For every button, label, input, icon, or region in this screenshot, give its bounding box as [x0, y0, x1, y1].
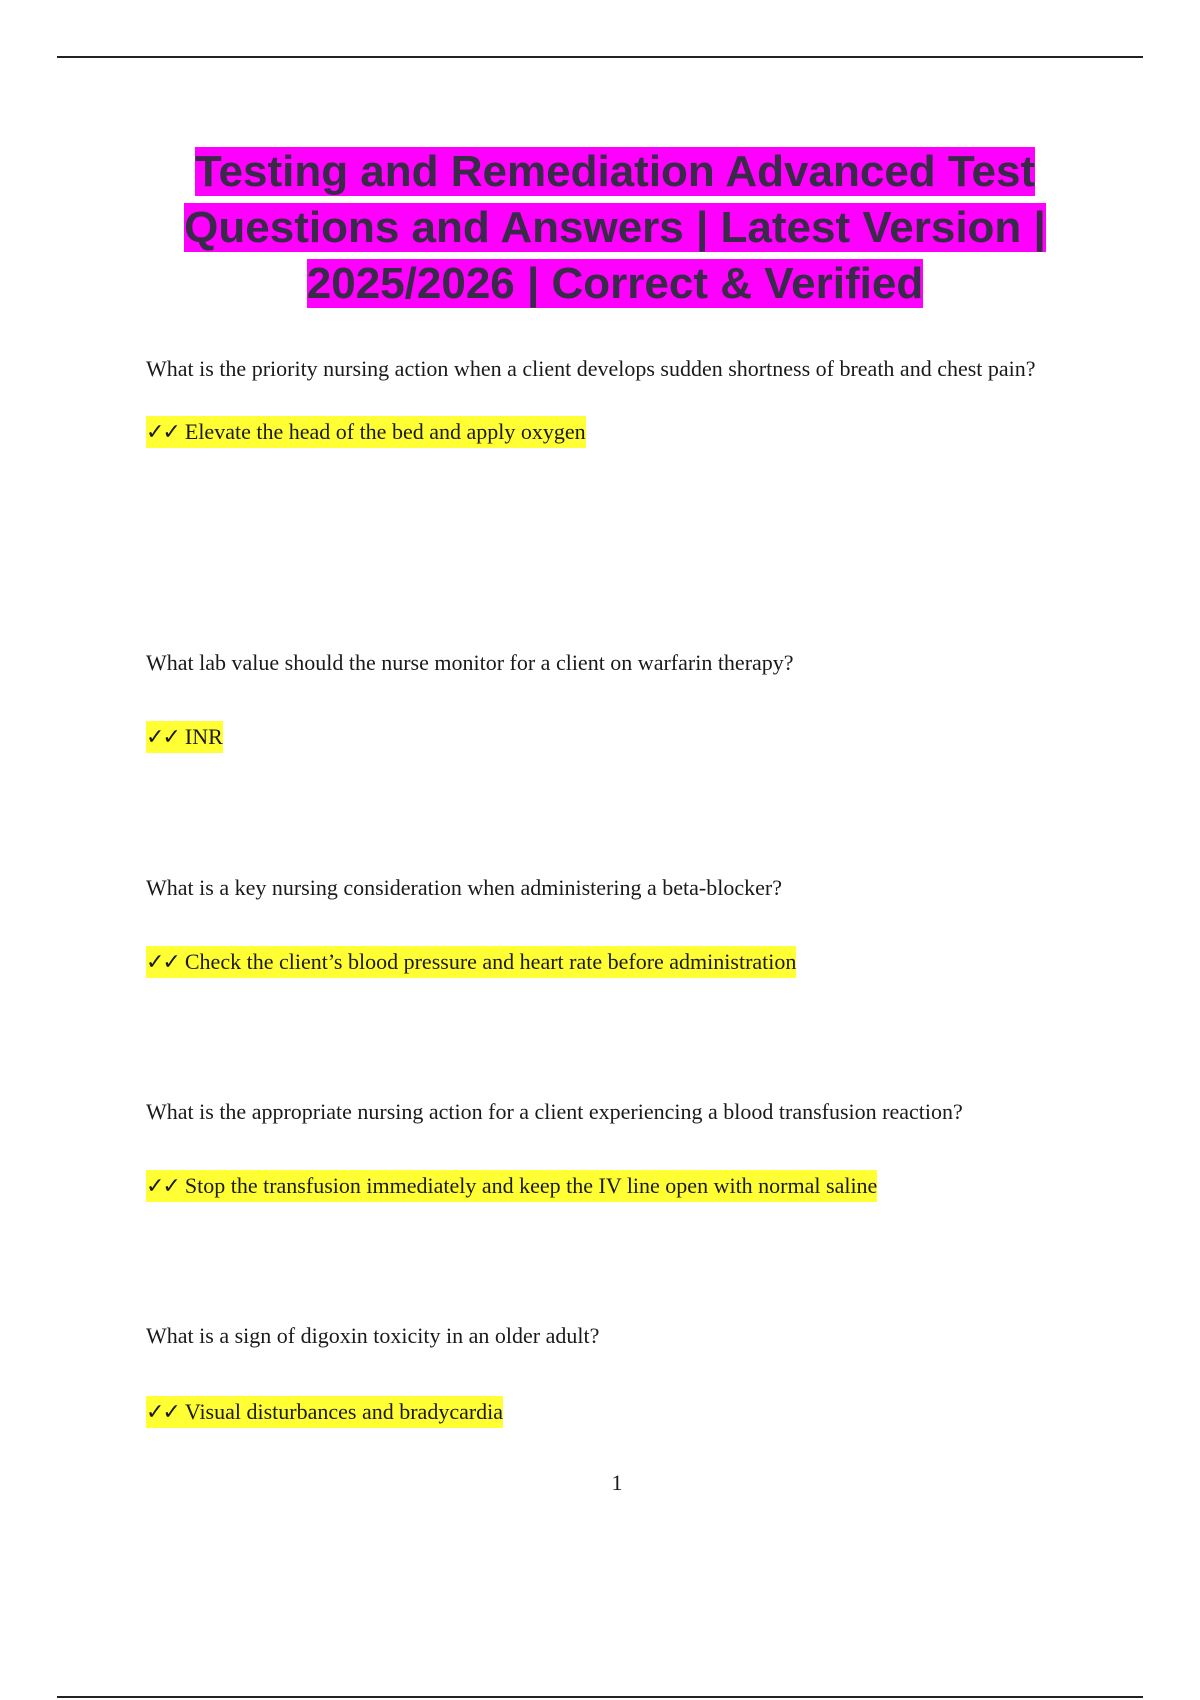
answer-text — [146, 945, 1086, 980]
answer-text — [146, 1169, 1086, 1204]
double-check-icon: ✓✓ — [146, 1400, 179, 1425]
answer-highlight — [146, 721, 223, 753]
question-text: What is a key nursing consideration when administering a beta-blocker? — [146, 875, 782, 900]
double-check-icon: ✓✓ — [146, 725, 179, 750]
answer-label: Visual disturbances and bradycardia — [184, 1399, 504, 1424]
answer-highlight — [146, 416, 586, 448]
answer-text — [146, 1395, 1086, 1430]
answer-highlight — [146, 946, 796, 978]
answer-label: Stop the transfusion immediately and keep the IV line open with normal saline — [184, 1173, 878, 1198]
qa-item-4 — [146, 1097, 1086, 1204]
answer-text — [146, 415, 1086, 450]
answer-highlight — [146, 1170, 877, 1202]
qa-item-2 — [146, 648, 1086, 755]
question-text: What is the priority nursing action when a client develops sudden shortness of breath and chest pain? — [146, 356, 1036, 381]
document-title — [150, 144, 1080, 312]
bottom-rule — [57, 1696, 1143, 1698]
question-text: What is a sign of digoxin toxicity in an older adult? — [146, 1323, 600, 1348]
question-text: What is the appropriate nursing action for a client experiencing a blood transfusion reaction? — [146, 1099, 963, 1124]
double-check-icon: ✓✓ — [146, 1174, 179, 1199]
answer-label: Check the client’s blood pressure and heart rate before administration — [184, 949, 797, 974]
answer-highlight — [146, 1396, 503, 1428]
qa-item-5 — [146, 1321, 1086, 1430]
qa-item-3 — [146, 873, 1086, 980]
double-check-icon: ✓✓ — [146, 950, 179, 975]
double-check-icon: ✓✓ — [146, 420, 179, 445]
answer-label: Elevate the head of the bed and apply oxygen — [184, 419, 586, 444]
page-number: 1 — [611, 1470, 623, 1495]
title-highlight: Testing and Remediation Advanced Test Questions and Answers | Latest Version | 2025/2026 | Correct & Verified — [184, 147, 1046, 308]
qa-item-1 — [146, 354, 1086, 450]
top-rule — [57, 56, 1143, 58]
answer-label: INR — [184, 724, 223, 749]
question-text: What lab value should the nurse monitor for a client on warfarin therapy? — [146, 650, 794, 675]
answer-text — [146, 720, 1086, 755]
